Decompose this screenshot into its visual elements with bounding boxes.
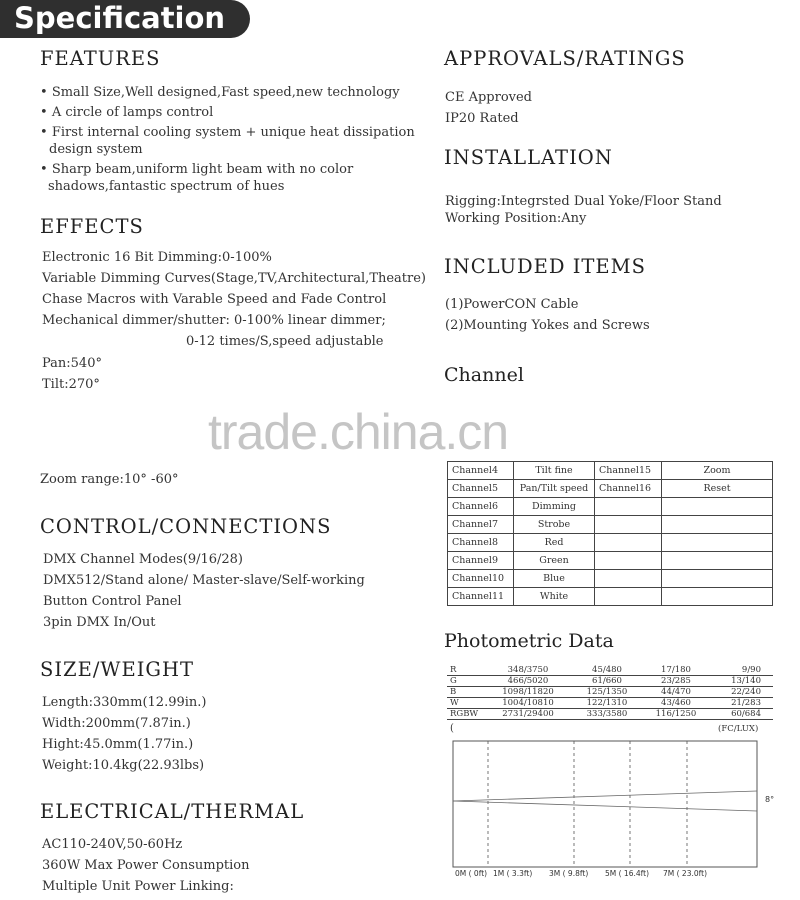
size-line: Width:200mm(7.87in.) xyxy=(42,716,191,731)
background-ghost-logo: ​ xyxy=(164,181,196,400)
control-line: DMX Channel Modes(9/16/28) xyxy=(43,552,244,567)
table-row: B 1098/11820 125/1350 44/470 22/240 xyxy=(447,687,773,698)
watermark-text: trade.china.cn xyxy=(208,404,509,460)
pan-value: Pan:540° xyxy=(42,356,102,371)
effects-line: Variable Dimming Curves(Stage,TV,Architectural,Theatre) xyxy=(42,271,427,286)
size-line: Length:330mm(12.99in.) xyxy=(42,695,207,710)
approvals-heading: APPROVALS/RATINGS xyxy=(444,47,686,70)
features-heading: FEATURES xyxy=(40,47,161,70)
list-item-cont: design system xyxy=(49,142,143,157)
table-row: Channel4 Tilt fine Channel15 Zoom xyxy=(448,462,773,480)
control-line: Button Control Panel xyxy=(43,594,182,609)
installation-heading: INSTALLATION xyxy=(444,146,613,169)
control-line: DMX512/Stand alone/ Master-slave/Self-working xyxy=(43,573,365,588)
size-line: Weight:10.4kg(22.93lbs) xyxy=(42,758,205,773)
control-line: 3pin DMX In/Out xyxy=(43,615,156,630)
distance-label: 7M ( 23.0ft) xyxy=(663,869,708,878)
distance-label: 0M ( 0ft) xyxy=(455,869,488,878)
channel-heading: Channel xyxy=(444,364,524,386)
effects-heading: EFFECTS xyxy=(40,215,144,238)
beam-angle-label: 8° xyxy=(765,795,775,804)
table-row: Channel7 Strobe xyxy=(448,516,773,534)
list-item: • A circle of lamps control xyxy=(40,105,214,120)
list-item-cont: shadows,fantastic spectrum of hues xyxy=(48,179,285,194)
electrical-heading: ELECTRICAL/THERMAL xyxy=(40,800,305,823)
table-row: RGBW 2731/29400 333/3580 116/1250 60/684 xyxy=(447,709,773,720)
list-item: • Sharp beam,uniform light beam with no color xyxy=(40,162,354,177)
effects-line: Electronic 16 Bit Dimming:0-100% xyxy=(42,250,272,265)
distance-label: 5M ( 16.4ft) xyxy=(605,869,650,878)
unit-open-paren: ( xyxy=(450,723,454,734)
effects-line: 0-12 times/S,speed adjustable xyxy=(186,334,384,349)
approvals-line: IP20 Rated xyxy=(445,111,519,126)
table-row: Channel10 Blue xyxy=(448,570,773,588)
list-item: • Small Size,Well designed,Fast speed,new technology xyxy=(40,85,400,100)
table-row: Channel9 Green xyxy=(448,552,773,570)
included-line: (2)Mounting Yokes and Screws xyxy=(445,318,650,333)
table-row: R 348/3750 45/480 17/180 9/90 xyxy=(447,665,773,676)
table-row: Channel11 White xyxy=(448,588,773,606)
control-heading: CONTROL/CONNECTIONS xyxy=(40,515,332,538)
table-row: Channel5 Pan/Tilt speed Channel16 Reset xyxy=(448,480,773,498)
features-list xyxy=(40,84,415,195)
electrical-line: Multiple Unit Power Linking: xyxy=(42,879,234,894)
installation-line: Working Position:Any xyxy=(445,211,587,226)
beam-diagram xyxy=(447,737,773,871)
table-row: W 1004/10810 122/1310 43/460 21/283 xyxy=(447,698,773,709)
effects-line: Chase Macros with Varable Speed and Fade Control xyxy=(42,292,387,307)
tilt-value: Tilt:270° xyxy=(42,377,100,392)
included-line: (1)PowerCON Cable xyxy=(445,297,579,312)
electrical-line: AC110-240V,50-60Hz xyxy=(42,837,183,852)
photometric-heading: Photometric Data xyxy=(444,630,614,652)
approvals-line: CE Approved xyxy=(445,90,533,105)
table-row: Channel8 Red xyxy=(448,534,773,552)
distance-label: 3M ( 9.8ft) xyxy=(549,869,589,878)
distance-label: 1M ( 3.3ft) xyxy=(493,869,533,878)
table-row: Channel6 Dimming xyxy=(448,498,773,516)
zoom-range: Zoom range:10° -60° xyxy=(40,472,179,487)
size-line: Hight:45.0mm(1.77in.) xyxy=(42,737,194,752)
electrical-line: 360W Max Power Consumption xyxy=(42,858,250,873)
photometric-table xyxy=(447,665,773,720)
size-heading: SIZE/WEIGHT xyxy=(40,658,194,681)
installation-line: Rigging:Integrsted Dual Yoke/Floor Stand xyxy=(445,194,722,209)
table-row: G 466/5020 61/660 23/285 13/140 xyxy=(447,676,773,687)
effects-line: Mechanical dimmer/shutter: 0-100% linear dimmer; xyxy=(42,313,386,328)
page-title: Specification xyxy=(14,1,226,35)
list-item: • First internal cooling system + unique heat dissipation xyxy=(40,125,415,140)
channel-table xyxy=(447,461,773,606)
included-heading: INCLUDED ITEMS xyxy=(444,255,646,278)
unit-label: (FC/LUX) xyxy=(718,724,759,734)
